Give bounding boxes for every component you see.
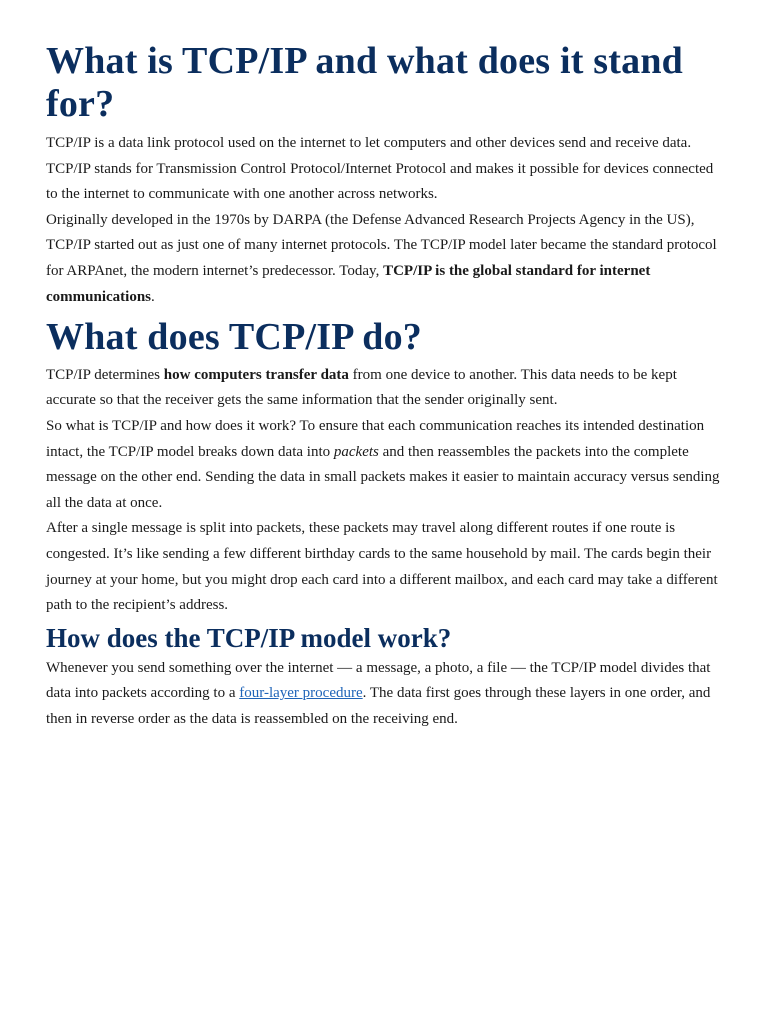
paragraph-history-text: Originally developed in the 1970s by DARPA (the Defense Advanced Research Projects Agency in the US), TCP/IP started out as just one of many internet protocols. The TCP/IP model later became the standard protocol for ARPAnet, the modern internet’s predecessor. Today, [46, 211, 717, 280]
paragraph-definition [46, 131, 722, 208]
bold-global-standard: TCP/IP is the global standard for internet communications [46, 263, 651, 305]
paragraph-routes-text: After a single message is split into packets, these packets may travel along different routes if one route is congested. It’s like sending a few different birthday cards to the same household by mail. The cards begin their journey at your home, but you might drop each card into a different mailbox, and each card may take a different path to the recipient’s address. [46, 520, 718, 614]
paragraph-four-layer-end: . The data first goes through these layers in one order, and then in reverse order as the data is reassembled on the receiving end. [46, 685, 711, 727]
paragraph-packets-end: and then reassembles the packets into the complete message on the other end. Sending the data in small packets makes it easier to maintain accuracy versus sending all the data at once. [46, 443, 720, 511]
heading-how-does-model-work: How does the TCP/IP model work? [46, 622, 452, 653]
paragraph-transfer [46, 363, 722, 414]
italic-packets: packets [333, 443, 379, 460]
paragraph-packets-start: So what is TCP/IP and how does it work? To ensure that each communication reaches its intended destination intact, the TCP/IP model breaks down data into [46, 417, 705, 460]
heading-what-is-tcp-ip: What is TCP/IP and what does it stand for? [46, 40, 684, 125]
paragraph-routes [46, 516, 722, 618]
paragraph-definition-text: TCP/IP is a data link protocol used on the internet to let computers and other devices send and receive data. TCP/IP stands for Transmission Control Protocol/Internet Protocol and makes it possible for devices connected to the internet to communicate with one another across networks. [46, 135, 714, 203]
paragraph-four-layer-start: Whenever you send something over the internet — a message, a photo, a file — the TCP/IP model divides that data into packets according to a [46, 659, 711, 702]
paragraph-packets [46, 414, 722, 516]
heading-what-does-tcp-ip-do: What does TCP/IP do? [46, 316, 422, 359]
paragraph-transfer-start: TCP/IP determines [46, 366, 164, 383]
paragraph-history [46, 208, 722, 310]
bold-how-computers-transfer: how computers transfer data [163, 366, 349, 383]
four-layer-procedure-link[interactable]: four-layer procedure [239, 685, 363, 702]
paragraph-history-end: . [151, 288, 155, 305]
paragraph-four-layer [46, 656, 722, 733]
paragraph-transfer-end: from one device to another. This data needs to be kept accurate so that the receiver gets the same information that the sender originally sent. [46, 366, 677, 409]
